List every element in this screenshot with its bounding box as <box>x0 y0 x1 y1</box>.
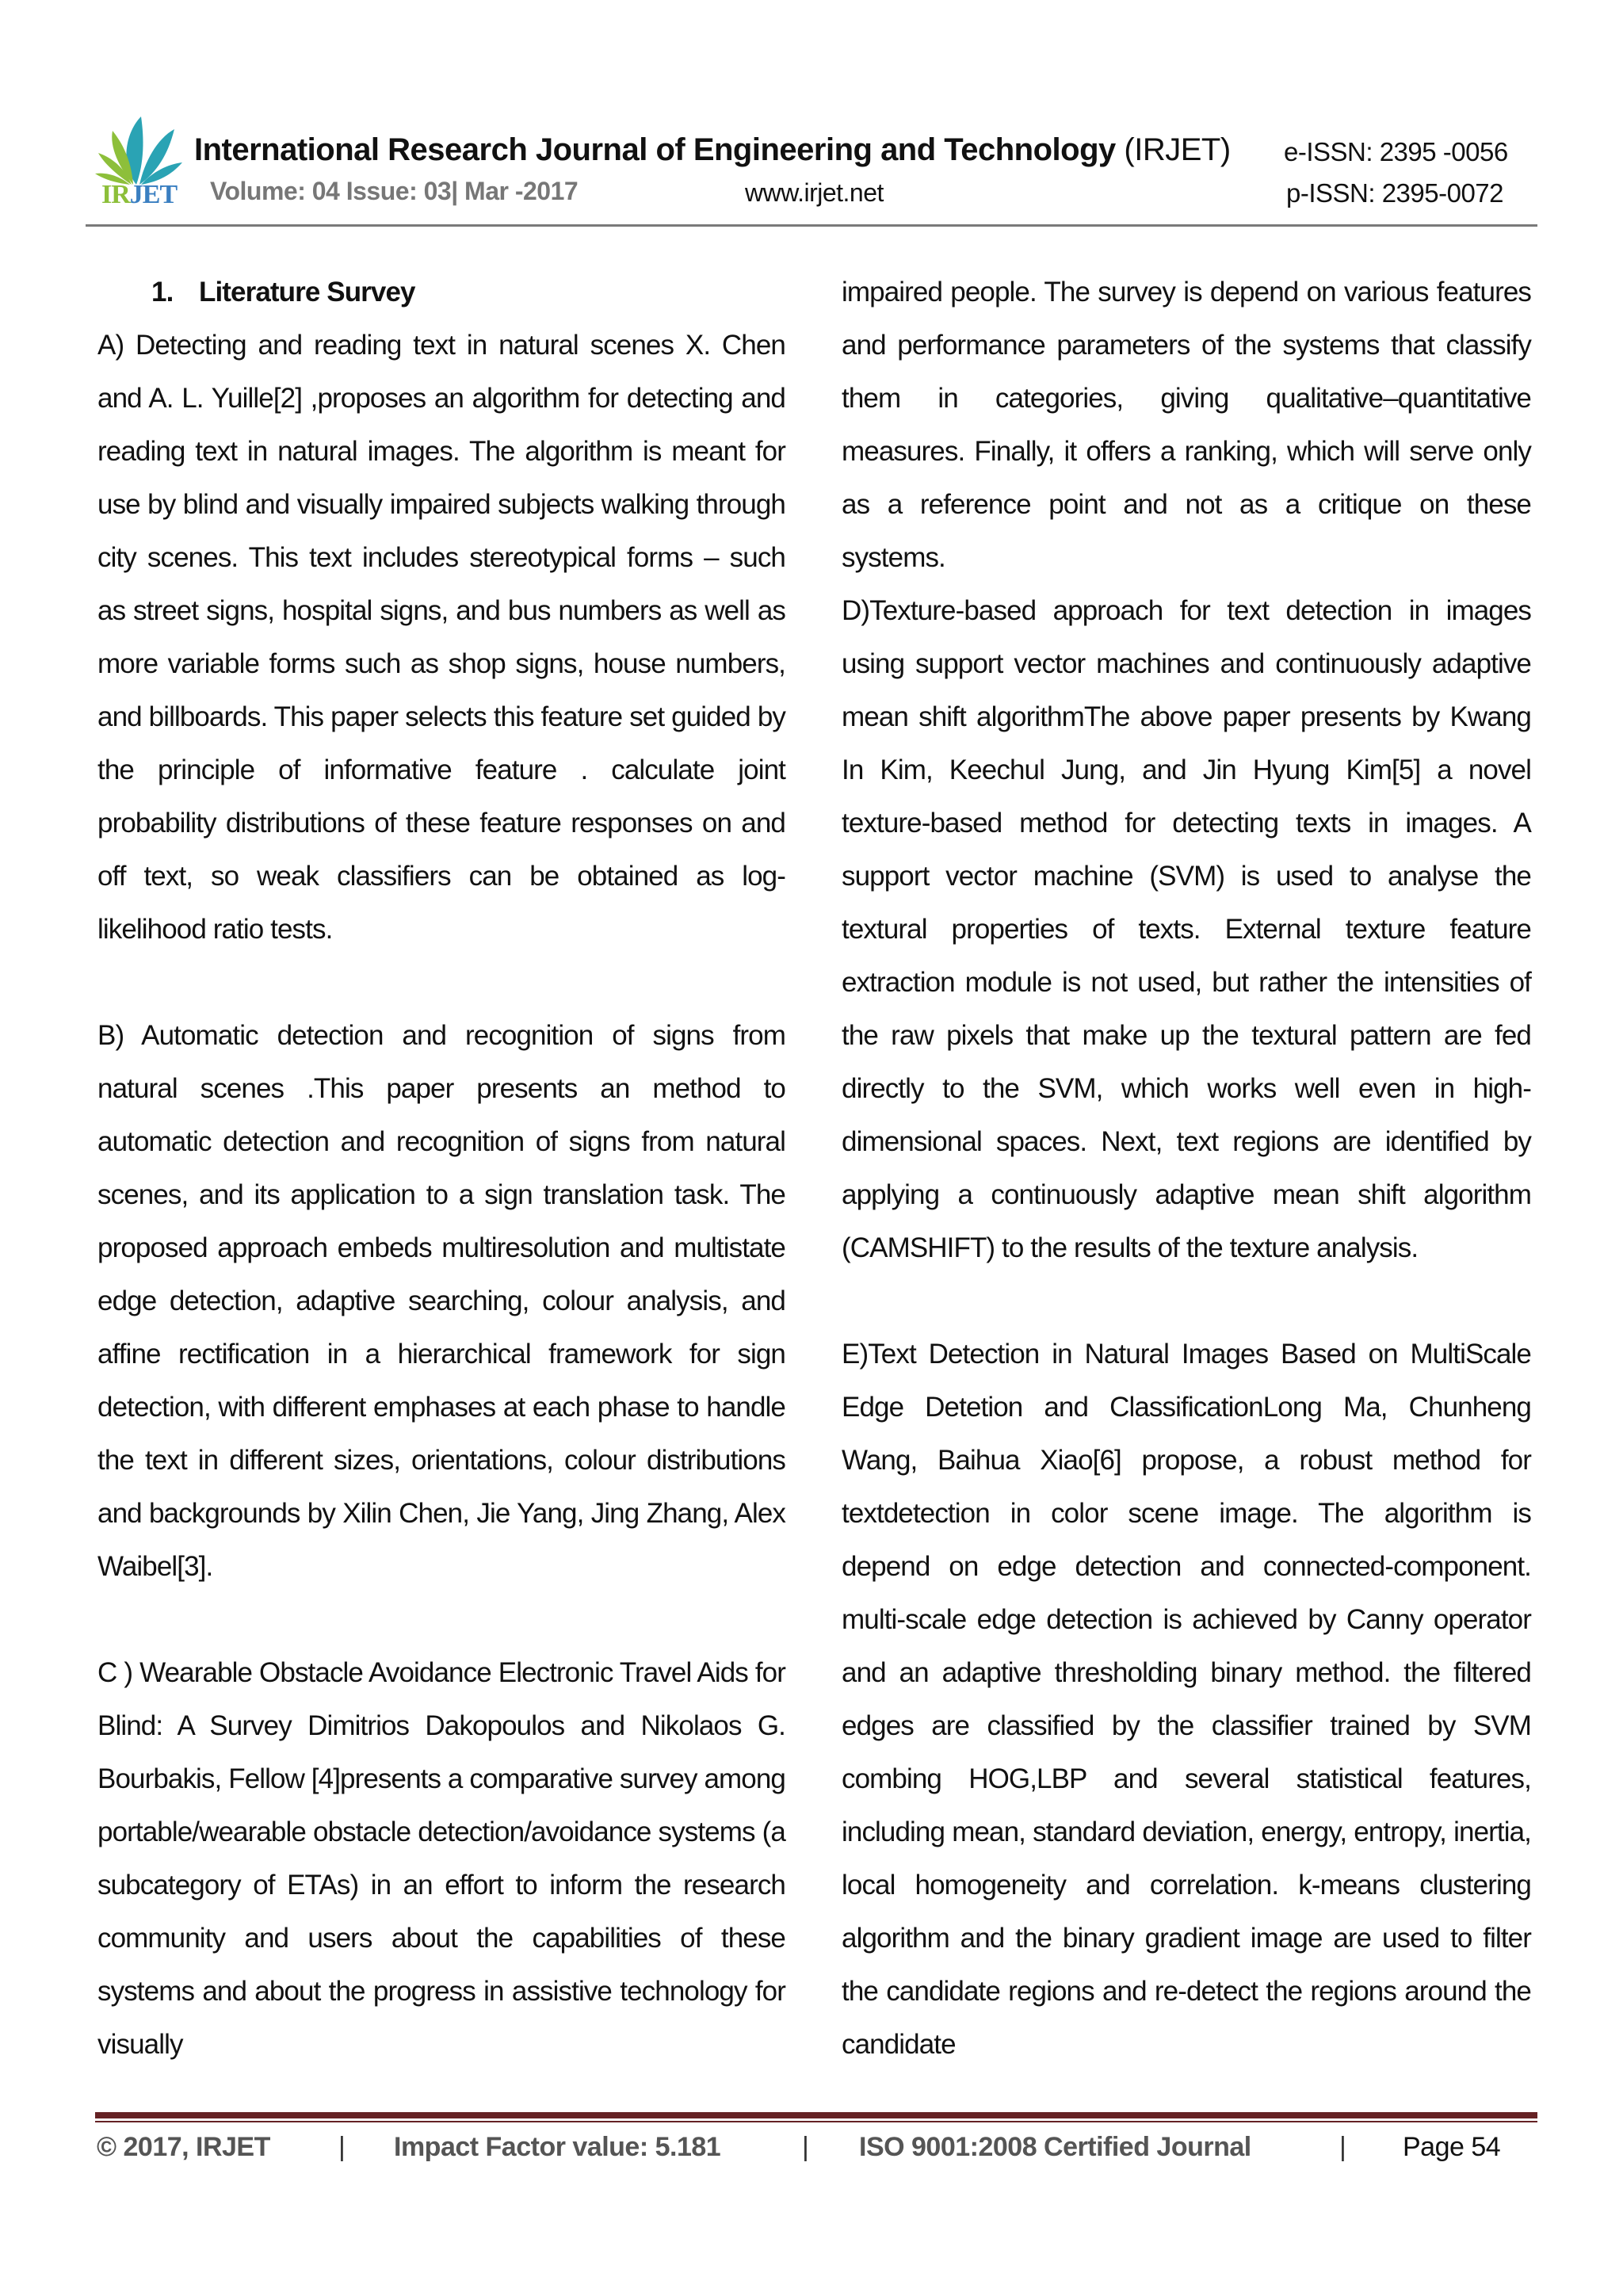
footer-separator: | <box>338 2132 346 2162</box>
journal-abbreviation: (IRJET) <box>1124 132 1231 167</box>
e-issn: e-ISSN: 2395 -0056 <box>1284 137 1508 166</box>
journal-header <box>95 115 1537 226</box>
footer-separator: | <box>802 2132 809 2162</box>
leaf-logo-icon <box>95 115 182 186</box>
logo-wordmark: IRJET <box>101 180 178 209</box>
volume-issue: Volume: 04 Issue: 03| Mar -2017 <box>210 177 579 205</box>
paragraph-b: B) Automatic detection and recognition of signs from natural scenes .This paper presents an method to automatic detection and recognition of signs from natural scenes, and its application to a sign translation task. The proposed approach embeds multiresolution and multistate edge detection, adaptive searching, colour analysis, and affine rectification in a hierarchical framework for sign detection, with different emphases at each phase to handle the text in different sizes, orientations, colour distributions and backgrounds by Xilin Chen, Jie Yang, Jing Zhang, Alex Waibel[3]. <box>97 1020 785 1582</box>
impact-factor: Impact Factor value: 5.181 <box>394 2132 721 2162</box>
irjet-logo <box>95 115 182 210</box>
left-column <box>97 266 785 2071</box>
footer-separator: | <box>1339 2132 1346 2162</box>
footer-divider-thin <box>95 2121 1537 2122</box>
paragraph-c-continued: impaired people. The survey is depend on various features and performance parameters of the systems that classify them in categories, giving qualitative–quantitative measures. Finally, it offers a ranking, which will serve only as a reference point and not as a critique on these systems. <box>842 277 1531 573</box>
p-issn: p-ISSN: 2395-0072 <box>1286 178 1504 208</box>
paragraph-e: E)Text Detection in Natural Images Based on MultiScale Edge Detetion and ClassificationLong Ma, Chunheng Wang, Baihua Xiao[6] propose, a robust method for textdetection in color scene image. The algorithm is depend on edge detection and connected-component. multi-scale edge detection is achieved by Canny operator and an adaptive thresholding binary method. the filtered edges are classified by the classifier trained by SVM combing HOG,LBP and several statistical features, including mean, standard deviation, energy, entropy, inertia, local homogeneity and correlation. k-means clustering algorithm and the binary gradient image are used to filter the candidate regions and re-detect the regions around the candidate <box>842 1339 1531 2060</box>
paragraph-d: D)Texture-based approach for text detection in images using support vector machines and continuously adaptive mean shift algorithmThe above paper presents by Kwang In Kim, Keechul Jung, and Jin Hyung Kim[5] a novel texture-based method for detecting texts in images. A support vector machine (SVM) is used to analyse the textural properties of texts. External texture feature extraction module is not used, but rather the intensities of the raw pixels that make up the textural pattern are fed directly to the SVM, which works well even in high-dimensional spaces. Next, text regions are identified by applying a continuously adaptive mean shift algorithm (CAMSHIFT) to the results of the texture analysis. <box>842 595 1531 1263</box>
section-heading: 1. Literature Survey <box>151 277 415 308</box>
iso-certification: ISO 9001:2008 Certified Journal <box>859 2132 1251 2162</box>
website-link[interactable]: www.irjet.net <box>745 178 884 207</box>
paragraph-c: C ) Wearable Obstacle Avoidance Electronic Travel Aids for Blind: A Survey Dimitrios Dakopoulos and Nikolaos G. Bourbakis, Fellow [4]presents a comparative survey among portable/wearable obstacle detection/avoidance systems (a subcategory of ETAs) in an effort to inform the research community and users about the capabilities of these systems and about the progress in assistive technology for visually <box>97 1657 785 2060</box>
paragraph-a: A) Detecting and reading text in natural scenes X. Chen and A. L. Yuille[2] ,proposes an algorithm for detecting and reading text in natural images. The algorithm is meant for use by blind and visually impaired subjects walking through city scenes. This text includes stereotypical forms – such as street signs, hospital signs, and bus numbers as well as more variable forms such as shop signs, house numbers, and billboards. This paper selects this feature set guided by the principle of informative feature . calculate joint probability distributions of these feature responses on and off text, so weak classifiers can be obtained as log-likelihood ratio tests. <box>97 330 785 945</box>
right-column <box>842 266 1531 2071</box>
page-number: Page 54 <box>1403 2132 1501 2162</box>
footer-divider <box>95 2112 1537 2118</box>
journal-title: International Research Journal of Engineering and Technology (IRJET) <box>194 132 1231 167</box>
header-divider <box>86 224 1537 227</box>
page-footer <box>97 2132 1523 2172</box>
copyright: © 2017, IRJET <box>97 2132 270 2162</box>
